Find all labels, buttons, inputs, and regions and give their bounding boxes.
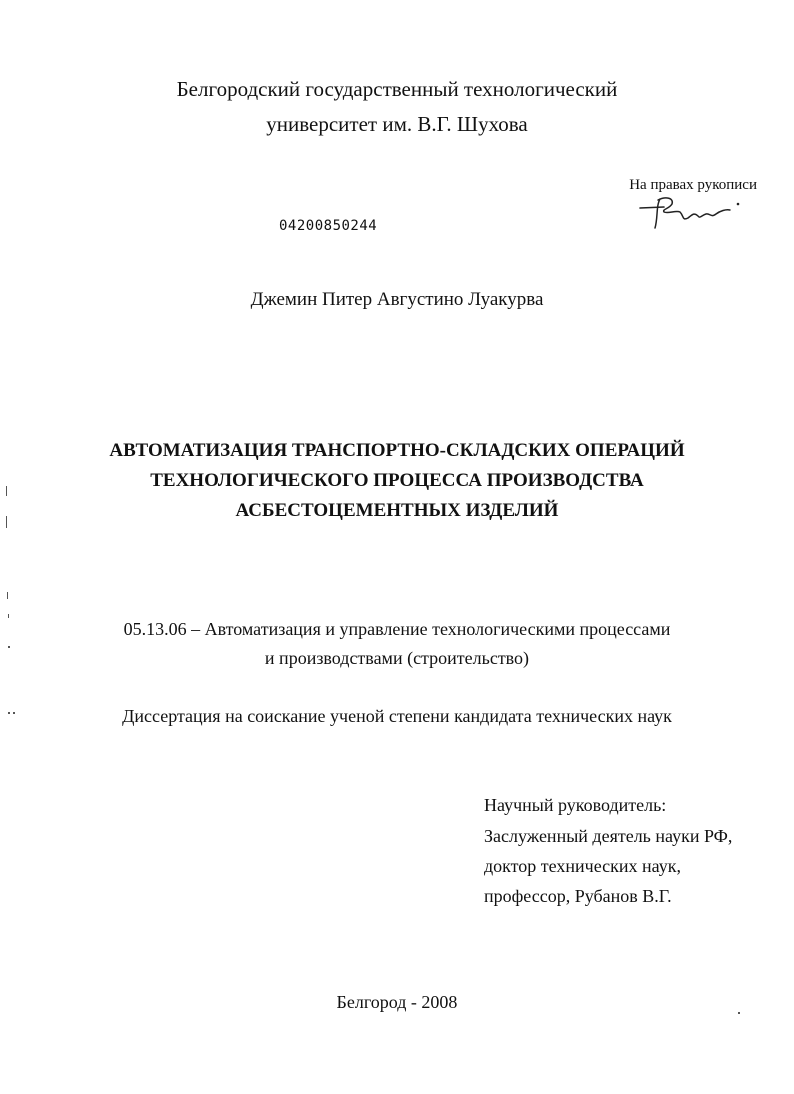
supervisor-line2: Заслуженный деятель науки РФ,: [484, 826, 733, 846]
scan-mark: [8, 712, 10, 714]
scan-mark: [6, 516, 7, 528]
scan-mark: [6, 486, 7, 496]
manuscript-note: На правах рукописи: [629, 177, 757, 193]
specialty-line1: 05.13.06 – Автоматизация и управление технологическими процессами: [123, 619, 671, 639]
university-name-line1: Белгородский государственный технологический: [176, 77, 618, 101]
university-name-line2: университет им. В.Г. Шухова: [266, 112, 528, 136]
registration-number: 04200850244: [279, 218, 378, 234]
scan-mark: [7, 592, 8, 599]
title-line1: АВТОМАТИЗАЦИЯ ТРАНСПОРТНО-СКЛАДСКИХ ОПЕРАЦИЙ: [109, 440, 685, 461]
dissertation-note: Диссертация на соискание ученой степени кандидата технических наук: [122, 706, 672, 726]
supervisor-line4: профессор, Рубанов В.Г.: [484, 886, 672, 906]
scan-mark: [8, 646, 10, 648]
specialty-line2: и производствами (строительство): [264, 648, 530, 668]
supervisor-line1: Научный руководитель:: [484, 795, 667, 815]
city-year: Белгород - 2008: [336, 992, 458, 1012]
handwritten-signature: [636, 192, 746, 232]
title-line3: АСБЕСТОЦЕМЕНТНЫХ ИЗДЕЛИЙ: [235, 500, 559, 521]
title-line2: ТЕХНОЛОГИЧЕСКОГО ПРОЦЕССА ПРОИЗВОДСТВА: [150, 470, 644, 491]
scan-mark: [13, 712, 15, 714]
scan-mark: [8, 614, 9, 618]
author-name: Джемин Питер Августино Луакурва: [250, 289, 544, 310]
supervisor-line3: доктор технических наук,: [484, 856, 681, 876]
scan-mark: [738, 1012, 740, 1014]
